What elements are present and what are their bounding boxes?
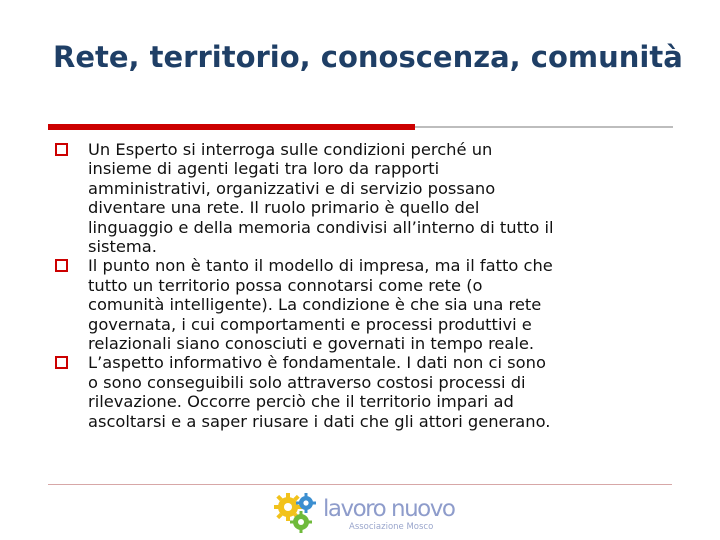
- bullet-line: tutto un territorio possa connotarsi come rete (o: [88, 275, 483, 295]
- slide-title: Rete, territorio, conoscenza, comunità: [53, 40, 683, 74]
- bullet-line: ascoltarsi e a saper riusare i dati che gli attori generano.: [88, 411, 551, 431]
- bullet-line: insieme di agenti legati tra loro da rapporti: [88, 159, 440, 179]
- bullet-line: rilevazione. Occorre perciò che il territorio impari ad: [88, 392, 514, 412]
- title-rule-gray: [415, 126, 673, 128]
- bullet-line: L’aspetto informativo è fondamentale. I dati non ci sono: [88, 353, 546, 373]
- bullet-line: Il punto non è tanto il modello di impresa, ma il fatto che: [88, 256, 553, 276]
- bullet-line: Un Esperto si interroga sulle condizioni perché un: [88, 140, 493, 159]
- gears-logo-icon: [273, 488, 325, 536]
- bullet-line: comunità intelligente). La condizione è che sia una rete: [88, 295, 542, 315]
- bullet-line: o sono conseguibili solo attraverso costosi processi di: [88, 372, 526, 392]
- logo-subtitle: Associazione Mosco: [349, 522, 434, 532]
- footer-rule: [48, 484, 672, 485]
- bullet-list: [55, 140, 675, 431]
- bullet-item: [55, 353, 675, 431]
- bullet-line: linguaggio e della memoria condivisi all’interno di tutto il: [88, 217, 554, 237]
- bullet-item: [55, 256, 675, 353]
- square-bullet-icon: [55, 356, 68, 369]
- logo-wordmark: lavoro nuovo: [323, 496, 455, 522]
- square-bullet-icon: [55, 259, 68, 272]
- footer-logo: [273, 488, 455, 536]
- bullet-line: diventare una rete. Il ruolo primario è quello del: [88, 198, 480, 218]
- title-rule-accent: [48, 124, 415, 130]
- bullet-item: [55, 140, 675, 256]
- bullet-line: relazionali siano conosciuti e governati in tempo reale.: [88, 334, 535, 354]
- square-bullet-icon: [55, 143, 68, 156]
- bullet-line: sistema.: [88, 237, 157, 257]
- bullet-line: governata, i cui comportamenti e processi produttivi e: [88, 314, 532, 334]
- bullet-line: amministrativi, organizzativi e di servizio possano: [88, 178, 496, 198]
